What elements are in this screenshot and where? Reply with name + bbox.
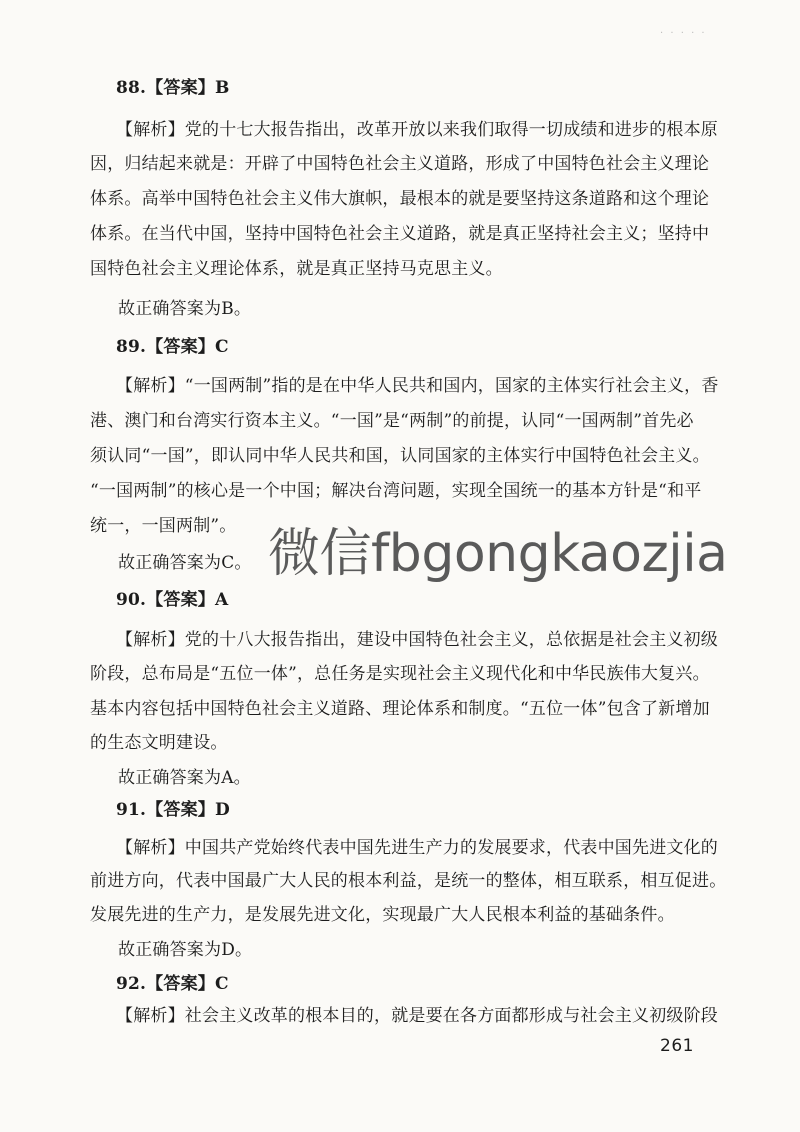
question-90-analysis-line-2: 阶段，总布局是“五位一体”，总任务是实现社会主义现代化和中华民族伟大复兴。 [90, 664, 710, 684]
question-88-analysis-line-5: 国特色社会主义理论体系，就是真正坚持马克思主义。 [90, 259, 503, 279]
question-91-answer: 故正确答案为D。 [118, 940, 253, 960]
question-89-analysis-line-3: 须认同“一国”，即认同中华人民共和国，认同国家的主体实行中国特色社会主义。 [90, 446, 710, 466]
question-88-answer: 故正确答案为B。 [118, 299, 252, 319]
question-89-analysis-line-1: 【解析】“一国两制”指的是在中华人民共和国内，国家的主体实行社会主义，香 [116, 376, 719, 396]
question-90-heading: 90.【答案】A [116, 590, 229, 610]
question-91-analysis-line-3: 发展先进的生产力，是发展先进文化，实现最广大人民根本利益的基础条件。 [90, 905, 675, 925]
question-91-analysis-line-2: 前进方向，代表中国最广大人民的根本利益，是统一的整体，相互联系，相互促进。 [90, 871, 727, 891]
page-number: 261 [660, 1036, 694, 1056]
corner-mark: · · · · · [660, 28, 707, 39]
question-91-analysis-line-1: 【解析】中国共产党始终代表中国先进生产力的发展要求，代表中国先进文化的 [116, 838, 718, 858]
question-90-analysis-line-1: 【解析】党的十八大报告指出，建设中国特色社会主义，总依据是社会主义初级 [116, 630, 718, 650]
question-89-answer: 故正确答案为C。 [118, 553, 252, 573]
question-90-analysis-line-4: 的生态文明建设。 [90, 733, 228, 753]
question-89-analysis-line-5: 统一，一国两制”。 [90, 516, 237, 536]
question-88-analysis-line-2: 因，归结起来就是：开辟了中国特色社会主义道路，形成了中国特色社会主义理论 [90, 154, 710, 174]
question-88-analysis-line-1: 【解析】党的十七大报告指出，改革开放以来我们取得一切成绩和进步的根本原 [116, 120, 718, 140]
question-92-heading: 92.【答案】C [116, 974, 229, 994]
question-92-analysis-line-1: 【解析】社会主义改革的根本目的，就是要在各方面都形成与社会主义初级阶段 [116, 1006, 718, 1026]
question-88-analysis-line-4: 体系。在当代中国，坚持中国特色社会主义道路，就是真正坚持社会主义；坚持中 [90, 224, 710, 244]
question-91-heading: 91.【答案】D [116, 800, 230, 820]
question-88-heading: 88.【答案】B [116, 78, 230, 98]
question-89-analysis-line-4: “一国两制”的核心是一个中国；解决台湾问题，实现全国统一的基本方针是“和平 [90, 481, 702, 501]
question-89-analysis-line-2: 港、澳门和台湾实行资本主义。“一国”是“两制”的前提，认同“一国两制”首先必 [90, 411, 694, 431]
question-90-analysis-line-3: 基本内容包括中国特色社会主义道路、理论体系和制度。“五位一体”包含了新增加 [90, 699, 710, 719]
question-90-answer: 故正确答案为A。 [118, 768, 251, 788]
watermark-text: 微信fbgongkaozjia [268, 524, 728, 584]
question-89-heading: 89.【答案】C [116, 337, 229, 357]
question-88-analysis-line-3: 体系。高举中国特色社会主义伟大旗帜，最根本的就是要坚持这条道路和这个理论 [90, 189, 710, 209]
